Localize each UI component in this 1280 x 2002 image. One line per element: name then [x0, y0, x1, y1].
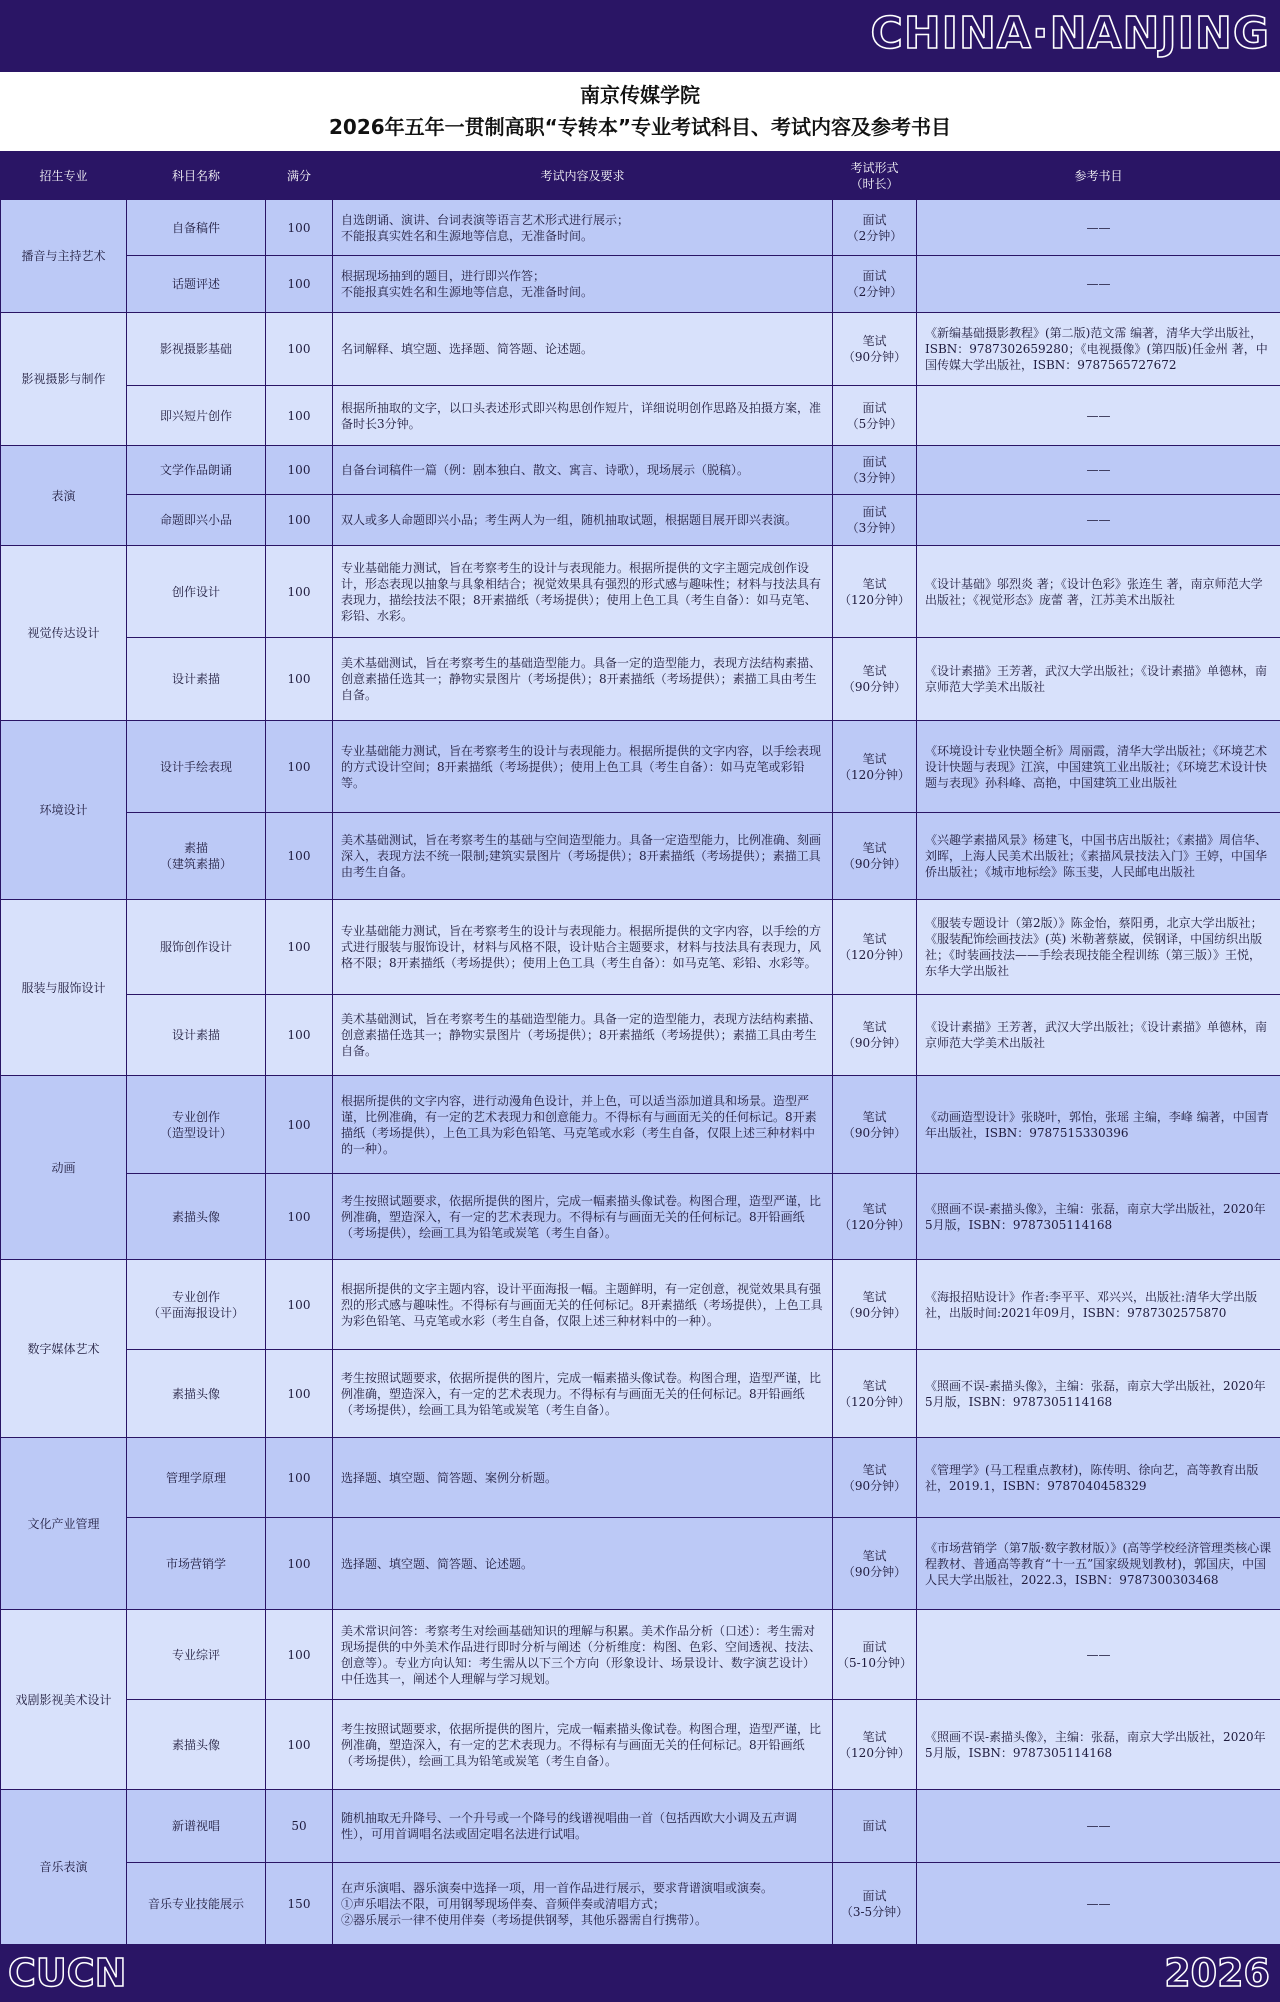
table-row	[1, 495, 1280, 546]
subject-cell: 话题评述	[127, 256, 266, 313]
form-cell: 笔试 （120分钟）	[833, 1700, 917, 1790]
form-cell: 笔试 （90分钟）	[833, 813, 917, 900]
form-cell: 面试 （5分钟）	[833, 386, 917, 446]
form-cell: 笔试 （90分钟）	[833, 1518, 917, 1610]
footer-year: 2026	[1164, 1951, 1270, 1995]
table-row	[1, 1610, 1280, 1700]
major-cell: 影视摄影与制作	[1, 313, 127, 446]
page-title: 2026年五年一贯制高职“专转本”专业考试科目、考试内容及参考书目	[329, 115, 951, 139]
subject-cell: 专业综评	[127, 1610, 266, 1700]
major-cell: 视觉传达设计	[1, 546, 127, 721]
table-body	[1, 200, 1280, 1945]
form-cell: 笔试 （90分钟）	[833, 995, 917, 1076]
form-cell: 面试 （2分钟）	[833, 256, 917, 313]
form-cell: 面试 （3-5分钟）	[833, 1863, 917, 1945]
table-header	[1, 152, 1280, 200]
reference-cell: 《动画造型设计》张晓叶，郭怡，张瑶 主编，李峰 编著，中国青年出版社，ISBN：9787515330396	[917, 1076, 1280, 1174]
header-form: 考试形式 （时长）	[833, 152, 917, 200]
header-reference: 参考书目	[917, 152, 1280, 200]
subject-cell: 新谱视唱	[127, 1790, 266, 1863]
score-cell: 100	[266, 495, 333, 546]
table-row	[1, 1790, 1280, 1863]
form-cell: 笔试 （90分钟）	[833, 1438, 917, 1518]
content-cell: 根据所抽取的文字，以口头表述形式即兴构思创作短片，详细说明创作思路及拍摄方案，准备时长3分钟。	[333, 386, 833, 446]
content-cell: 在声乐演唱、器乐演奏中选择一项，用一首作品进行展示，要求背谱演唱或演奏。 ①声乐唱法不限，可用钢琴现场伴奏、音频伴奏或清唱方式； ②器乐展示一律不使用伴奏（考场提供钢琴，其他乐器需自行携带）。	[333, 1863, 833, 1945]
score-cell: 100	[266, 900, 333, 995]
subject-cell: 命题即兴小品	[127, 495, 266, 546]
content-cell: 专业基础能力测试，旨在考察考生的设计与表现能力。根据所提供的文字主题完成创作设计，形态表现以抽象与具象相结合；视觉效果具有强烈的形式感与趣味性；材料与技法具有表现力，描绘技法不限；8开素描纸（考场提供）；使用上色工具（考生自备）：如马克笔、彩铅、水彩。	[333, 546, 833, 638]
table-row	[1, 813, 1280, 900]
major-cell: 戏剧影视美术设计	[1, 1610, 127, 1790]
content-cell: 美术基础测试，旨在考察考生的基础造型能力。具备一定的造型能力，表现方法结构素描、创意素描任选其一；静物实景图片（考场提供）；8开素描纸（考场提供）；素描工具由考生自备。	[333, 638, 833, 721]
table-row	[1, 1700, 1280, 1790]
subject-cell: 即兴短片创作	[127, 386, 266, 446]
form-cell: 笔试 （120分钟）	[833, 546, 917, 638]
form-cell: 面试 （2分钟）	[833, 200, 917, 256]
table-row	[1, 1438, 1280, 1518]
reference-cell: 《照画不误-素描头像》，主编：张磊，南京大学出版社，2020年5月版，ISBN：9787305114168	[917, 1350, 1280, 1438]
footer-logo-text: CUCN	[8, 1951, 127, 1995]
subject-cell: 音乐专业技能展示	[127, 1863, 266, 1945]
subject-cell: 市场营销学	[127, 1518, 266, 1610]
table-row	[1, 1076, 1280, 1174]
score-cell: 100	[266, 721, 333, 813]
major-cell: 播音与主持艺术	[1, 200, 127, 313]
content-cell: 双人或多人命题即兴小品；考生两人为一组，随机抽取试题，根据题目展开即兴表演。	[333, 495, 833, 546]
table-row	[1, 1350, 1280, 1438]
header-content: 考试内容及要求	[333, 152, 833, 200]
subject-cell: 素描 （建筑素描）	[127, 813, 266, 900]
form-cell: 笔试 （120分钟）	[833, 1350, 917, 1438]
reference-cell: 《照画不误-素描头像》，主编：张磊，南京大学出版社，2020年5月版，ISBN：9787305114168	[917, 1700, 1280, 1790]
reference-cell: 《市场营销学（第7版·数字教材版）》(高等学校经济管理类核心课程教材、普通高等教育“十一五”国家级规划教材)，郭国庆，中国人民大学出版社，2022.3，ISBN：9787300303468	[917, 1518, 1280, 1610]
reference-cell: 《海报招贴设计》作者:李平平、邓兴兴，出版社:清华大学出版社，出版时间:2021年09月，ISBN：9787302575870	[917, 1260, 1280, 1350]
score-cell: 100	[266, 256, 333, 313]
table-row	[1, 446, 1280, 495]
table-row	[1, 256, 1280, 313]
content-cell: 考生按照试题要求，依据所提供的图片，完成一幅素描头像试卷。构图合理，造型严谨，比例准确，塑造深入，有一定的艺术表现力。不得标有与画面无关的任何标记。8开铅画纸（考场提供），绘画工具为铅笔或炭笔（考生自备）。	[333, 1350, 833, 1438]
form-cell: 笔试 （90分钟）	[833, 313, 917, 386]
subject-cell: 设计素描	[127, 995, 266, 1076]
score-cell: 100	[266, 1438, 333, 1518]
reference-cell: 《兴趣学素描风景》杨建飞，中国书店出版社；《素描》周信华、刘晖，上海人民美术出版社；《素描风景技法入门》王婷，中国华侨出版社；《城市地标绘》陈玉斐，人民邮电出版社	[917, 813, 1280, 900]
reference-cell: ——	[917, 1863, 1280, 1945]
reference-cell: ——	[917, 495, 1280, 546]
score-cell: 100	[266, 995, 333, 1076]
content-cell: 美术基础测试，旨在考察考生的基础造型能力。具备一定的造型能力，表现方法结构素描、创意素描任选其一；静物实景图片（考场提供）；8开素描纸（考场提供）；素描工具由考生自备。	[333, 995, 833, 1076]
table-row	[1, 386, 1280, 446]
subject-cell: 素描头像	[127, 1174, 266, 1260]
form-cell: 笔试 （90分钟）	[833, 638, 917, 721]
table-row	[1, 721, 1280, 813]
content-cell: 美术常识问答：考察考生对绘画基础知识的理解与积累。美术作品分析（口述）：考生需对现场提供的中外美术作品进行即时分析与阐述（分析维度：构图、色彩、空间透视、技法、创意等）。专业方向认知：考生需从以下三个方向（形象设计、场景设计、数字演艺设计）中任选其一，阐述个人理解与学习规划。	[333, 1610, 833, 1700]
content-cell: 专业基础能力测试，旨在考察考生的设计与表现能力。根据所提供的文字内容，以手绘的方式进行服装与服饰设计，材料与风格不限，设计贴合主题要求，材料与技法具有表现力，风格不限；8开素描纸（考场提供）；使用上色工具（考生自备）：如马克笔、彩铅、水彩等。	[333, 900, 833, 995]
score-cell: 100	[266, 638, 333, 721]
table-row	[1, 200, 1280, 256]
major-cell: 数字媒体艺术	[1, 1260, 127, 1438]
score-cell: 150	[266, 1863, 333, 1945]
subject-cell: 设计素描	[127, 638, 266, 721]
form-cell: 面试 （5-10分钟）	[833, 1610, 917, 1700]
table-row	[1, 1863, 1280, 1945]
major-cell: 动画	[1, 1076, 127, 1260]
score-cell: 100	[266, 1076, 333, 1174]
reference-cell: ——	[917, 1790, 1280, 1863]
brand-wordmark: CHINA·NANJING	[870, 8, 1270, 59]
subject-cell: 专业创作 （平面海报设计）	[127, 1260, 266, 1350]
subject-cell: 素描头像	[127, 1700, 266, 1790]
score-cell: 100	[266, 1350, 333, 1438]
score-cell: 100	[266, 546, 333, 638]
form-cell: 笔试 （120分钟）	[833, 900, 917, 995]
form-cell: 面试 （3分钟）	[833, 495, 917, 546]
score-cell: 50	[266, 1790, 333, 1863]
table-row	[1, 638, 1280, 721]
reference-cell: ——	[917, 200, 1280, 256]
content-cell: 考生按照试题要求，依据所提供的图片，完成一幅素描头像试卷。构图合理，造型严谨，比例准确，塑造深入，有一定的艺术表现力。不得标有与画面无关的任何标记。8开铅画纸（考场提供），绘画工具为铅笔或炭笔（考生自备）。	[333, 1174, 833, 1260]
score-cell: 100	[266, 1174, 333, 1260]
top-banner	[0, 0, 1280, 72]
score-cell: 100	[266, 813, 333, 900]
table-row	[1, 1260, 1280, 1350]
content-cell: 名词解释、填空题、选择题、简答题、论述题。	[333, 313, 833, 386]
form-cell: 笔试 （120分钟）	[833, 721, 917, 813]
reference-cell: ——	[917, 446, 1280, 495]
subject-cell: 素描头像	[127, 1350, 266, 1438]
content-cell: 自选朗诵、演讲、台词表演等语言艺术形式进行展示； 不能报真实姓名和生源地等信息，无准备时间。	[333, 200, 833, 256]
content-cell: 美术基础测试，旨在考察考生的基础与空间造型能力。具备一定造型能力，比例准确、刻画深入，表现方法不统一限制;建筑实景图片（考场提供）；8开素描纸（考场提供）；素描工具由考生自备。	[333, 813, 833, 900]
header-major: 招生专业	[1, 152, 127, 200]
subject-cell: 影视摄影基础	[127, 313, 266, 386]
header-score: 满分	[266, 152, 333, 200]
subject-cell: 专业创作 （造型设计）	[127, 1076, 266, 1174]
reference-cell: ——	[917, 386, 1280, 446]
reference-cell: 《新编基础摄影教程》(第二版)范文霈 编著，清华大学出版社，ISBN：9787302659280；《电视摄像》(第四版)任金州 著，中国传媒大学出版社，ISBN：9787565727672	[917, 313, 1280, 386]
content-cell: 自备台词稿件一篇（例：剧本独白、散文、寓言、诗歌），现场展示（脱稿）。	[333, 446, 833, 495]
header-subject: 科目名称	[127, 152, 266, 200]
score-cell: 100	[266, 446, 333, 495]
content-cell: 根据所提供的文字主题内容，设计平面海报一幅。主题鲜明，有一定创意，视觉效果具有强烈的形式感与趣味性。不得标有与画面无关的任何标记。8开素描纸（考场提供），上色工具为彩色铅笔、马克笔或水彩（考生自备，仅限上述三种材料中的一种）。	[333, 1260, 833, 1350]
content-cell: 根据所提供的文字内容，进行动漫角色设计，并上色，可以适当添加道具和场景。造型严谨，比例准确，有一定的艺术表现力和创意能力。不得标有与画面无关的任何标记。8开素描纸（考场提供），上色工具为彩色铅笔、马克笔或水彩（考生自备，仅限上述三种材料中的一种）。	[333, 1076, 833, 1174]
table-row	[1, 313, 1280, 386]
content-cell: 根据现场抽到的题目，进行即兴作答； 不能报真实姓名和生源地等信息，无准备时间。	[333, 256, 833, 313]
reference-cell: ——	[917, 1610, 1280, 1700]
content-cell: 选择题、填空题、简答题、案例分析题。	[333, 1438, 833, 1518]
table-row	[1, 1518, 1280, 1610]
major-cell: 表演	[1, 446, 127, 546]
reference-cell: 《照画不误-素描头像》，主编：张磊，南京大学出版社，2020年5月版，ISBN：9787305114168	[917, 1174, 1280, 1260]
form-cell: 笔试 （90分钟）	[833, 1260, 917, 1350]
content-cell: 随机抽取无升降号、一个升号或一个降号的线谱视唱曲一首（包括西欧大小调及五声调性），可用首调唱名法或固定唱名法进行试唱。	[333, 1790, 833, 1863]
major-cell: 文化产业管理	[1, 1438, 127, 1610]
form-cell: 面试	[833, 1790, 917, 1863]
exam-table	[0, 151, 1280, 1945]
reference-cell: 《服装专题设计（第2版）》陈金怡，蔡阳勇，北京大学出版社；《服装配饰绘画技法》(英) 米勒著蔡崴，侯钢译，中国纺织出版社；《时装画技法——手绘表现技能全程训练（第三版）》王悦，东华大学出版社	[917, 900, 1280, 995]
reference-cell: ——	[917, 256, 1280, 313]
major-cell: 音乐表演	[1, 1790, 127, 1945]
bottom-banner	[0, 1945, 1280, 2002]
school-name: 南京传媒学院	[580, 83, 700, 107]
score-cell: 100	[266, 1260, 333, 1350]
reference-cell: 《环境设计专业快题全析》周丽霞，清华大学出版社；《环境艺术设计快题与表现》江滨，中国建筑工业出版社；《环境艺术设计快题与表现》孙科峰、高艳，中国建筑工业出版社	[917, 721, 1280, 813]
subject-cell: 管理学原理	[127, 1438, 266, 1518]
content-cell: 专业基础能力测试，旨在考察考生的设计与表现能力。根据所提供的文字内容，以手绘表现的方式设计空间；8开素描纸（考场提供）；使用上色工具（考生自备）：如马克笔或彩铅等。	[333, 721, 833, 813]
score-cell: 100	[266, 1700, 333, 1790]
form-cell: 笔试 （90分钟）	[833, 1076, 917, 1174]
table-row	[1, 1174, 1280, 1260]
score-cell: 100	[266, 313, 333, 386]
score-cell: 100	[266, 200, 333, 256]
subject-cell: 服饰创作设计	[127, 900, 266, 995]
subject-cell: 自备稿件	[127, 200, 266, 256]
major-cell: 环境设计	[1, 721, 127, 900]
reference-cell: 《设计基础》邬烈炎 著；《设计色彩》张连生 著，南京师范大学出版社；《视觉形态》庞蕾 著，江苏美术出版社	[917, 546, 1280, 638]
content-cell: 考生按照试题要求，依据所提供的图片，完成一幅素描头像试卷。构图合理，造型严谨，比例准确，塑造深入，有一定的艺术表现力。不得标有与画面无关的任何标记。8开铅画纸（考场提供），绘画工具为铅笔或炭笔（考生自备）。	[333, 1700, 833, 1790]
score-cell: 100	[266, 1518, 333, 1610]
title-area	[0, 72, 1280, 151]
subject-cell: 创作设计	[127, 546, 266, 638]
table-row	[1, 546, 1280, 638]
table-row	[1, 995, 1280, 1076]
subject-cell: 设计手绘表现	[127, 721, 266, 813]
form-cell: 面试 （3分钟）	[833, 446, 917, 495]
score-cell: 100	[266, 1610, 333, 1700]
reference-cell: 《管理学》(马工程重点教材)，陈传明、徐向艺，高等教育出版社，2019.1，ISBN：9787040458329	[917, 1438, 1280, 1518]
major-cell: 服装与服饰设计	[1, 900, 127, 1076]
reference-cell: 《设计素描》王芳著，武汉大学出版社；《设计素描》单德林，南京师范大学美术出版社	[917, 995, 1280, 1076]
reference-cell: 《设计素描》王芳著，武汉大学出版社；《设计素描》单德林，南京师范大学美术出版社	[917, 638, 1280, 721]
subject-cell: 文学作品朗诵	[127, 446, 266, 495]
content-cell: 选择题、填空题、简答题、论述题。	[333, 1518, 833, 1610]
table-row	[1, 900, 1280, 995]
score-cell: 100	[266, 386, 333, 446]
form-cell: 笔试 （120分钟）	[833, 1174, 917, 1260]
